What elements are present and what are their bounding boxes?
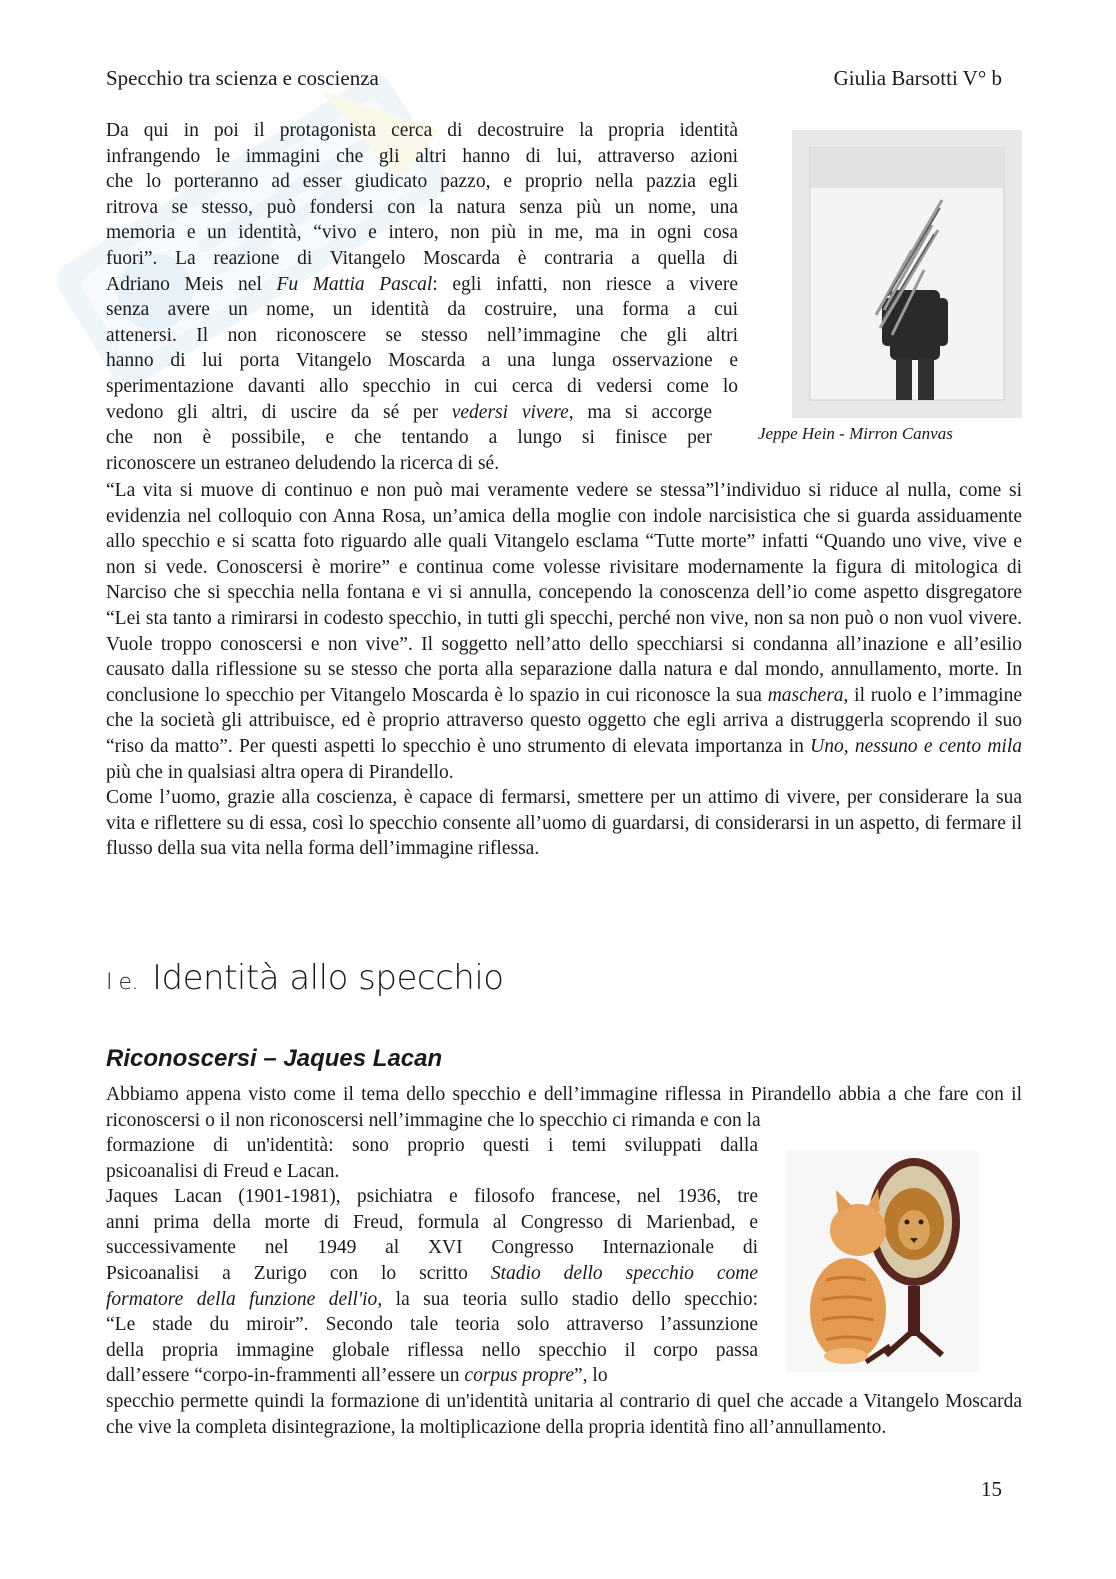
text-line: memoria e un identità, “vivo e intero, non più in me, ma in ogni cosa xyxy=(106,222,738,244)
text-line: senza avere un nome, un identità da costruire, una forma a cui xyxy=(106,299,738,321)
text-line: Jaques Lacan (1901-1981), psichiatra e filosofo francese, nel 1936, tre xyxy=(106,1186,758,1208)
text-line: che lo porteranno ad esser giudicato pazzo, e proprio nella pazzia egli xyxy=(106,171,738,193)
section-number: I e. xyxy=(106,970,139,995)
paragraph: “La vita si muove di continuo e non può mai veramente vedere se stessa”l’individuo si riduce al nulla, come si evidenzia nel colloquio con Anna Rosa, un’amica della moglie con indole narcisistica che si guarda assiduamente allo specchio e si scatta foto riguardo alle quali Vitangelo esclama “Tutte morte” infatti “Quando uno vive, vive e non si vede. Conoscersi è morire” e continua come volesse rivisitare modernamente la figura di mitologica di Narciso che si specchia nella fontana e vi si annulla, concependo la conoscenza dell’io come aspetto disgregatore “Lei sta tanto a rimirarsi in codesto specchio, in tutti gli specchi, perché non vive, non sa non può o non vuol vivere. Vuole troppo conoscersi e non vive”. Il soggetto nell’atto dello specchiarsi si condanna all’inazione e all’esilio causato dalla riflessione su se stesso che porta alla separazione dalla natura e dal mondo, annullamento, morte. In conclusione lo specchio per Vitangelo Moscarda è lo spazio in cui riconosce la sua maschera, il ruolo e l’immagine che la società gli attribuisce, ed è proprio attraverso questo oggetto che egli arriva a distruggerla scoprendo il suo “riso da matto”. Per questi aspetti lo specchio è uno strumento di elevata importanza in Uno, nessuno e cento mila più che in qualsiasi altra opera di Pirandello. xyxy=(106,480,1022,783)
paragraph-lacan-theory xyxy=(106,1133,758,1389)
paragraph-lacan-conclusion: specchio permette quindi la formazione di un'identità unitaria al contrario di quel che accade a Vitangelo Moscarda che vive la completa disintegrazione, la moltiplicazione della propria identità fino all’annullamento. xyxy=(106,1391,1022,1438)
artwork-image xyxy=(792,130,1022,418)
text-line: formazione di un'identità: sono proprio questi i temi sviluppati dalla xyxy=(106,1135,758,1156)
text-line: fuori”. La reazione di Vitangelo Moscarda è contraria a quella di xyxy=(106,247,738,269)
text-line: successivamente nel 1949 al XVI Congresso Internazionale di xyxy=(106,1237,758,1259)
italic-phrase: corpus propre xyxy=(464,1365,575,1387)
paragraph-lacan-intro: Abbiamo appena visto come il tema dello specchio e dell’immagine riflessa in Pirandello abbia a che fare con il riconoscersi o il non riconoscersi nell’immagine che lo specchio ci rimanda e con la xyxy=(106,1084,1022,1131)
text-line: psicoanalisi di Freud e Lacan. xyxy=(106,1160,340,1182)
italic-phrase: maschera xyxy=(767,684,844,706)
header-title: Specchio tra scienza e coscienza xyxy=(106,66,379,90)
book-title: Uno, nessuno e cento mila xyxy=(810,735,1022,757)
text-line: “Le stade du miroir”. Secondo tale teoria solo attraverso l’assunzione xyxy=(106,1314,758,1336)
text-line: Psicoanalisi a Zurigo con lo scritto Stadio dello specchio come xyxy=(106,1262,758,1284)
subsection-heading: Riconoscersi – Jaques Lacan xyxy=(106,1045,443,1072)
text-line: che non è possibile, e che tentando a lungo si finisce per xyxy=(106,427,712,449)
text-line: vedono gli altri, di uscire da sé per vedersi vivere, ma si accorge xyxy=(106,401,713,423)
text-line: riconoscere un estraneo deludendo la ricerca di sé. xyxy=(106,452,500,474)
text-line: Adriano Meis nel Fu Mattia Pascal: egli infatti, non riesce a vivere xyxy=(106,273,738,295)
text-line: attenersi. Il non riconoscere se stesso nell’immagine che gli altri xyxy=(106,324,738,346)
paragraph-moscarda-identity xyxy=(106,118,738,476)
book-title: Fu Mattia Pascal xyxy=(276,273,433,295)
italic-phrase: vedersi vivere xyxy=(451,401,569,423)
text-line: hanno di lui porta Vitangelo Moscarda a una lunga osservazione e xyxy=(106,350,738,372)
text-line: ritrova se stesso, può fondersi con la natura senza più un nome, una xyxy=(106,196,738,218)
text-line: formatore della funzione dell'io, la sua teoria sullo stadio dello specchio: xyxy=(106,1288,758,1310)
text-line: dall’essere “corpo-in-frammenti all’essere un corpus propre”, lo xyxy=(106,1365,608,1387)
text-line: anni prima della morte di Freud, formula al Congresso di Marienbad, e xyxy=(106,1211,758,1233)
text-line: infrangendo le immagini che gli altri hanno di lui, attraverso azioni xyxy=(106,145,738,167)
italic-title: formatore della funzione dell'io xyxy=(106,1288,378,1310)
header-author: Giulia Barsotti V° b xyxy=(833,66,1002,90)
figure-caption: Jeppe Hein - Mirron Canvas xyxy=(758,424,953,443)
page-number: 15 xyxy=(981,1477,1002,1501)
section-heading: I e. Identità allo specchio xyxy=(106,958,504,998)
text-line: della propria immagine globale riflessa nello specchio il corpo passa xyxy=(106,1339,758,1361)
kitten-lion-mirror-image xyxy=(786,1150,978,1372)
paragraph: Come l’uomo, grazie alla coscienza, è capace di fermarsi, smettere per un attimo di vivere, per considerare la sua vita e riflettere su di essa, così lo specchio consente all’uomo di guardarsi, di considerarsi in un aspetto, di fermare il flusso della sua vita nella forma dell’immagine riflessa. xyxy=(106,787,1022,860)
text-line: Da qui in poi il protagonista cerca di decostruire la propria identità xyxy=(106,120,738,141)
italic-title: Stadio dello specchio come xyxy=(490,1262,758,1284)
text-line: sperimentazione davanti allo specchio in cui cerca di vedersi come lo xyxy=(106,375,738,397)
paragraph-narciso xyxy=(106,478,1022,862)
